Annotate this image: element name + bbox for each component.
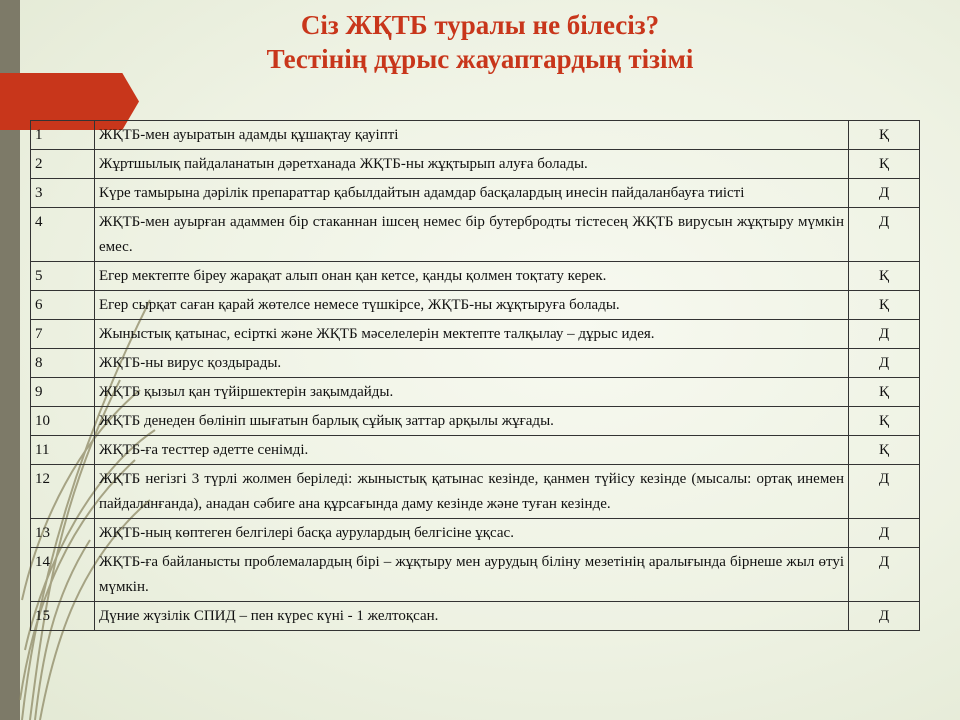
table-row <box>31 349 920 378</box>
row-number: 12 <box>31 465 95 519</box>
row-statement: ЖҚТБ-ға байланысты проблемалардың бірі – жұқтыру мен аурудың біліну мезетінің аралығында бірнеше жыл өтуі мүмкін. <box>95 548 849 602</box>
row-answer: Д <box>849 465 920 519</box>
table-row <box>31 465 920 519</box>
row-answer: Д <box>849 602 920 631</box>
table-row <box>31 519 920 548</box>
row-answer: Қ <box>849 150 920 179</box>
table-row <box>31 378 920 407</box>
row-answer: Д <box>849 179 920 208</box>
table-row <box>31 436 920 465</box>
row-answer: Д <box>849 519 920 548</box>
table-row <box>31 208 920 262</box>
row-statement: ЖҚТБ-мен ауыратын адамды құшақтау қауіпті <box>95 121 849 150</box>
row-number: 7 <box>31 320 95 349</box>
row-answer: Қ <box>849 378 920 407</box>
table-row <box>31 320 920 349</box>
table-row <box>31 179 920 208</box>
row-statement: Егер сырқат саған қарай жөтелсе немесе түшкірсе, ЖҚТБ-ны жұқтыруға болады. <box>95 291 849 320</box>
row-statement: Күре тамырына дәрілік препараттар қабылдайтын адамдар басқалардың инесін пайдаланбауға тиісті <box>95 179 849 208</box>
row-number: 14 <box>31 548 95 602</box>
table-row <box>31 602 920 631</box>
row-answer: Қ <box>849 407 920 436</box>
row-answer: Д <box>849 320 920 349</box>
row-statement: Егер мектепте біреу жарақат алып онан қан кетсе, қанды қолмен тоқтату керек. <box>95 262 849 291</box>
row-answer: Д <box>849 548 920 602</box>
table-row <box>31 121 920 150</box>
row-number: 2 <box>31 150 95 179</box>
table-row <box>31 291 920 320</box>
row-answer: Д <box>849 208 920 262</box>
row-answer: Д <box>849 349 920 378</box>
table-row <box>31 548 920 602</box>
table-row <box>31 262 920 291</box>
row-statement: ЖҚТБ-ға тесттер әдетте сенімді. <box>95 436 849 465</box>
row-number: 4 <box>31 208 95 262</box>
row-statement: Жұртшылық пайдаланатын дәретханада ЖҚТБ-ны жұқтырып алуға болады. <box>95 150 849 179</box>
answer-table-body <box>31 121 920 631</box>
title-line-1: Сіз ЖҚТБ туралы не білесіз? <box>300 10 660 40</box>
row-statement: ЖҚТБ-ны вирус қоздырады. <box>95 349 849 378</box>
row-statement: Жыныстық қатынас, есірткі және ЖҚТБ мәселелерін мектепте талқылау – дұрыс идея. <box>95 320 849 349</box>
row-number: 6 <box>31 291 95 320</box>
row-statement: ЖҚТБ денеден бөлініп шығатын барлық сұйық заттар арқылы жұғады. <box>95 407 849 436</box>
row-statement: ЖҚТБ-ның көптеген белгілері басқа аурулардың белгісіне ұқсас. <box>95 519 849 548</box>
row-statement: Дүние жүзілік СПИД – пен күрес күні - 1 желтоқсан. <box>95 602 849 631</box>
row-answer: Қ <box>849 291 920 320</box>
row-answer: Қ <box>849 436 920 465</box>
answer-table <box>30 120 920 631</box>
row-answer: Қ <box>849 262 920 291</box>
row-number: 15 <box>31 602 95 631</box>
row-number: 10 <box>31 407 95 436</box>
row-number: 1 <box>31 121 95 150</box>
row-statement: ЖҚТБ-мен ауырған адаммен бір стаканнан ішсең немес бір бутербродты тістесең ЖҚТБ вирусын жұқтыру мүмкін емес. <box>95 208 849 262</box>
row-number: 3 <box>31 179 95 208</box>
row-statement: ЖҚТБ негізгі 3 түрлі жолмен беріледі: жыныстық қатынас кезінде, қанмен түйісу кезінде (мысалы: ортақ инемен пайдаланғанда), анадан сәбиге ана құрсағында даму кезінде және туған кезінде. <box>95 465 849 519</box>
row-statement: ЖҚТБ қызыл қан түйіршектерін зақымдайды. <box>95 378 849 407</box>
row-number: 11 <box>31 436 95 465</box>
table-row <box>31 150 920 179</box>
row-number: 9 <box>31 378 95 407</box>
row-number: 8 <box>31 349 95 378</box>
page-title <box>150 8 810 76</box>
row-number: 13 <box>31 519 95 548</box>
table-row <box>31 407 920 436</box>
title-line-2: Тестінің дұрыс жауаптардың тізімі <box>266 44 694 74</box>
row-answer: Қ <box>849 121 920 150</box>
row-number: 5 <box>31 262 95 291</box>
